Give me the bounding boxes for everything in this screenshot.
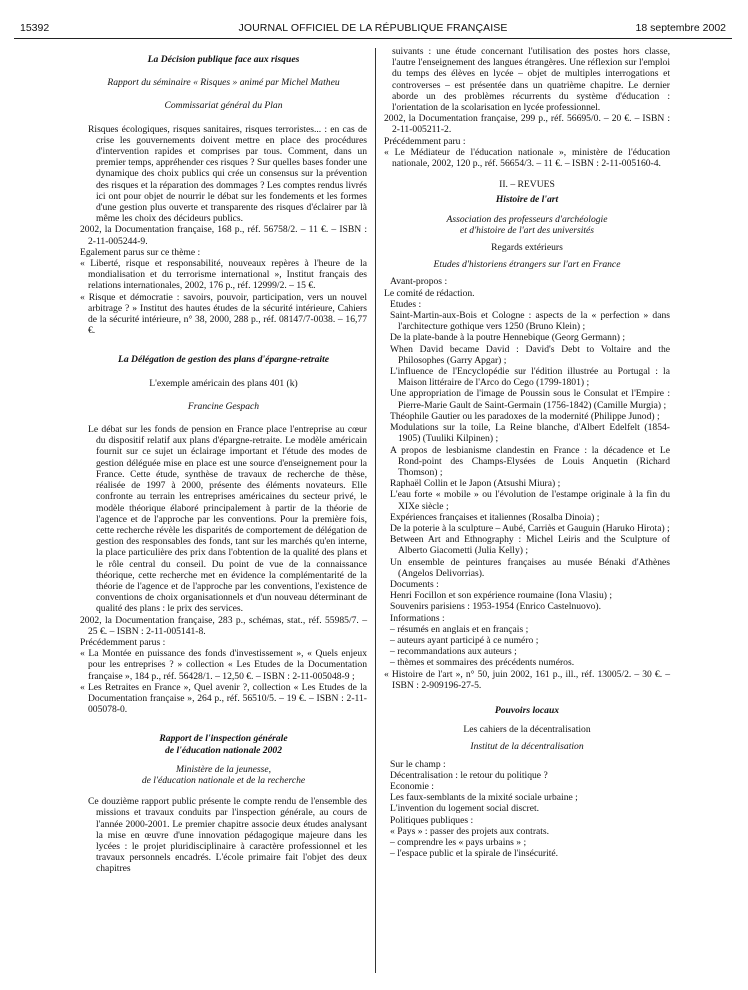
toc-item: Documents : [390, 578, 439, 590]
toc-item: L'eau forte « mobile » ou l'évolution de l'estampe originale à la fin du XIXe siècle ; [390, 489, 670, 512]
related-item: « Les Retraites en France », Quel avenir ?, collection « Les Etudes de la Documentation française », 264 p., réf. 56510/5. – 19 €. – ISBN : 2-11-005078-0. [80, 681, 367, 716]
also-label: Egalement parus sur ce thème : [80, 246, 201, 258]
journal-subtitle: Les cahiers de la décentralisation [463, 724, 591, 736]
association: Association des professeurs d'archéologie [446, 213, 608, 225]
bibliographic-ref: 2002, la Documentation française, 168 p., réf. 56758/2. – 11 €. – ISBN : 2-11-005244-9. [80, 224, 367, 247]
journal-name: Histoire de l'art [495, 194, 559, 206]
section-title: Rapport de l'inspection générale [159, 733, 288, 745]
toc-item: Avant-propos : [390, 276, 448, 288]
toc-item: Henri Focillon et son expérience roumaine (Iona Vlasiu) ; [390, 590, 613, 602]
toc-item: « Pays » : passer des projets aux contrats. [390, 825, 550, 837]
abstract: Ce douzième rapport public présente le compte rendu de l'ensemble des missions et travaux conduits par l'inspection générale, au cours de l'année 2000-2001. Le premier chapitre associe deux études analysant la mise en œuvre d'une innovation pédagogique majeure dans les lycées : le projet pluridisciplinaire à caractère professionnel et les travaux personnels encadrés. L'école primaire fait l'objet des deux chapitres [88, 796, 367, 875]
toc-item: Souvenirs parisiens : 1953-1954 (Enrico Castelnuovo). [390, 601, 602, 613]
toc-item: Décentralisation : le retour du politique ? [390, 769, 548, 781]
prev-label: Précédemment parus : [80, 636, 166, 648]
toc-item: Le comité de rédaction. [384, 287, 475, 299]
related-item: « La Montée en puissance des fonds d'investissement », « Quels enjeux pour les entreprises ? » collection « Les Etudes de la Documentation française », 184 p., réf. 56428/1. – 12,50 €. – ISBN : 2-11-005048-9 ; [80, 648, 367, 682]
toc-item: A propos de lesbianisme clandestin en France : la décadence et Le Rond-point des Champs-Elysées de Louis Anquetin (Richard Thomson) ; [390, 444, 670, 478]
left-column [80, 46, 367, 875]
toc-item: De la plate-bande à la poutre Hennebique (Georg Germann) ; [390, 332, 626, 344]
journal-name: Pouvoirs locaux [494, 704, 560, 716]
toc-item: When David became David : David's Debt to Voltaire and the Philosophes (Garry Apgar) ; [390, 343, 670, 366]
toc-item: L'influence de l'Encyclopédie sur l'édition illustrée au Portugal : la Maison littéraire de l'Arco do Cego (1799-1801) ; [390, 366, 670, 389]
toc-item: Les faux-semblants de la mixité sociale urbaine ; [390, 792, 578, 804]
toc-item: Expériences françaises et italiennes (Rosalba Dinoia) ; [390, 511, 600, 523]
abstract: Le débat sur les fonds de pension en France place l'entreprise au cœur du dispositif relatif aux plans d'épargne-retraite. Le modèle américain fournit sur ce sujet un éclairage important et l'étude des modes de gestion déléguée mise en place est une source d'enseignement pour la France. Cette étude, synthèse de travaux de recherche de thèse, réalisée de 1997 à 2000, présente des éléments novateurs. Elle confronte au terrain les entreprises américaines du secteur privé, le modèle théorique élaboré principalement à partir de la théorie de l'agence et de l'approche par les conventions. Pour la première fois, cette recherche révèle les disparités de comportement de délégation de gestion des responsables des fonds, tant sur les marchés qu'en interne, la place particulière des prix dans l'obtention de la qualité des plans et le rôle central du conseil. Du point de vue de la connaissance théorique, cette recherche met en évidence la complémentarité de la théorie de l'agence et de l'approche par les conventions, l'existence de conventions de choix organisationnels et d'un nouveau déterminant de qualité des plans : le prix des services. [88, 424, 367, 615]
toc-item: – thèmes et sommaires des précédents numéros. [390, 657, 575, 669]
toc-item: Between Art and Ethnography : Michel Leiris and the Sculpture of Alberto Giacometti (Julia Kelly) ; [390, 534, 670, 557]
issue-date: 18 septembre 2002 [635, 22, 726, 34]
column-divider [375, 48, 376, 973]
bibliographic-ref: « Histoire de l'art », n° 50, juin 2002, 161 p., ill., réf. 13005/2. – 30 €. – ISBN : 2-909196-27-5. [384, 668, 670, 691]
toc-item: Politiques publiques : [390, 814, 474, 826]
prev-label: Précédemment paru : [384, 135, 466, 147]
section-title: La Délégation de gestion des plans d'épargne-retraite [117, 354, 330, 366]
part-heading: II. – REVUES [499, 179, 555, 191]
toc-item: Théophile Gautier ou les paradoxes de la modernité (Philippe Junod) ; [390, 410, 660, 422]
toc-item: – auteurs ayant participé à ce numéro ; [390, 634, 539, 646]
related-item: « Risque et démocratie : savoirs, pouvoir, participation, vers un nouvel arbitrage ? » Institut des hautes études de la sécurité intérieure, Cahiers de la sécurité intérieure, n° 38, 2000, 288 p., réf. 08147/7-0038. – 16,77 €. [80, 291, 367, 337]
table-of-contents [384, 276, 670, 668]
toc-item: Etudes : [390, 298, 422, 310]
abstract: Risques écologiques, risques sanitaires, risques terroristes... : en cas de crise les gouvernements doivent mettre en place des procédures d'intervention rapides et comprises par tous. Comment, dans un premier temps, appréhender ces risques ? Sur quelles bases fonder une dynamique des choix publics qui crée un consensus sur la prévention des risques et la réparation des dommages ? Les comptes rendus livrés ici ont pour objet de nourrir le débat sur les fondements et les formes d'une gestion plus ouverte et transparente des risques d'éclairer par là même les choix des décideurs publics. [88, 123, 367, 225]
association-line2: et d'histoire de l'art des universités [459, 224, 595, 236]
publisher: Commissariat général du Plan [164, 100, 283, 112]
toc-item: Saint-Martin-aux-Bois et Cologne : aspects de la « perfection » dans l'architecture gothique vers 1250 (Bruno Klein) ; [390, 310, 670, 333]
section-subtitle: L'exemple américain des plans 401 (k) [149, 377, 298, 389]
toc-item: – recommandations aux auteurs ; [390, 646, 517, 658]
toc-item: Raphaël Collin et le Japon (Atsushi Miura) ; [390, 478, 561, 490]
bibliographic-ref: 2002, la Documentation française, 283 p., schémas, stat., réf. 55985/7. – 25 €. – ISBN : 2-11-005141-8. [80, 614, 367, 637]
toc-item: – comprendre les « pays urbains » ; [390, 837, 527, 848]
ministry: Ministère de la jeunesse, [175, 763, 272, 775]
toc-item: Modulations sur la toile, La Reine blanche, d'Albert Edelfelt (1854-1905) (Tuuliki Kilpinen) ; [390, 422, 670, 445]
right-column [384, 46, 670, 859]
journal-title: JOURNAL OFFICIEL DE LA RÉPUBLIQUE FRANÇAISE [238, 22, 508, 34]
toc-item: L'invention du logement social discret. [390, 803, 540, 815]
abstract-continued: suivants : une étude concernant l'utilisation des postes hors classe, l'autre l'enseignement des langues étrangères. Une réflexion sur l'emploi du temps des élèves en lycée – objet de multiples interrogations et controverses – est présentée dans un quatrième chapitre. Le dernier aborde un des problèmes récurrents du système d'éducation : l'orientation de la scolarisation en lycée professionnel. [392, 46, 670, 114]
table-of-contents [384, 759, 670, 860]
toc-item: Un ensemble de peintures françaises au musée Bénaki d'Athènes (Angelos Delivorrias). [390, 556, 670, 579]
related-item: « Le Médiateur de l'éducation nationale », ministère de l'éducation nationale, 2002, 120 p., réf. 56654/3. – 11 €. – ISBN : 2-11-005160-4. [384, 146, 670, 170]
section-subtitle: Rapport du séminaire « Risques » animé par Michel Matheu [107, 77, 340, 89]
section-title: La Décision publique face aux risques [147, 54, 300, 65]
toc-item: Informations : [390, 612, 445, 624]
toc-item: Une appropriation de l'image de Poussin sous le Consulat et l'Empire : Pierre-Marie Gault de Saint-Germain (1756-1842) (Camille Murgia) ; [390, 388, 670, 411]
toc-item: De la poterie à la sculpture – Aubé, Carriès et Gauguin (Haruko Hirota) ; [390, 522, 670, 534]
section-title-line2: de l'éducation nationale 2002 [165, 744, 282, 756]
author: Francine Gespach [187, 400, 260, 412]
page-header [14, 20, 732, 38]
issue-theme-subtitle: Etudes d'historiens étrangers sur l'art en France [433, 259, 621, 271]
toc-item: Economie : [390, 780, 434, 792]
toc-item: Sur le champ : [390, 758, 446, 770]
toc-item: – l'espace public et la spirale de l'insécurité. [390, 848, 559, 860]
header-rule [14, 38, 732, 39]
ministry-line2: de l'éducation nationale et de la recherche [141, 774, 306, 786]
related-item: « Liberté, risque et responsabilité, nouveaux repères à l'heure de la mondialisation et du terrorisme international », Institut français des relations internationales, 2002, 176 p., réf. 12999/2. – 15 €. [80, 258, 367, 292]
issue-theme: Regards extérieurs [491, 242, 563, 254]
institute: Institut de la décentralisation [470, 741, 584, 753]
page-number: 15392 [20, 22, 50, 34]
toc-item: – résumés en anglais et en français ; [390, 623, 529, 635]
bibliographic-ref: 2002, la Documentation française, 299 p., réf. 56695/0. – 20 €. – ISBN : 2-11-005211-2. [384, 113, 670, 136]
